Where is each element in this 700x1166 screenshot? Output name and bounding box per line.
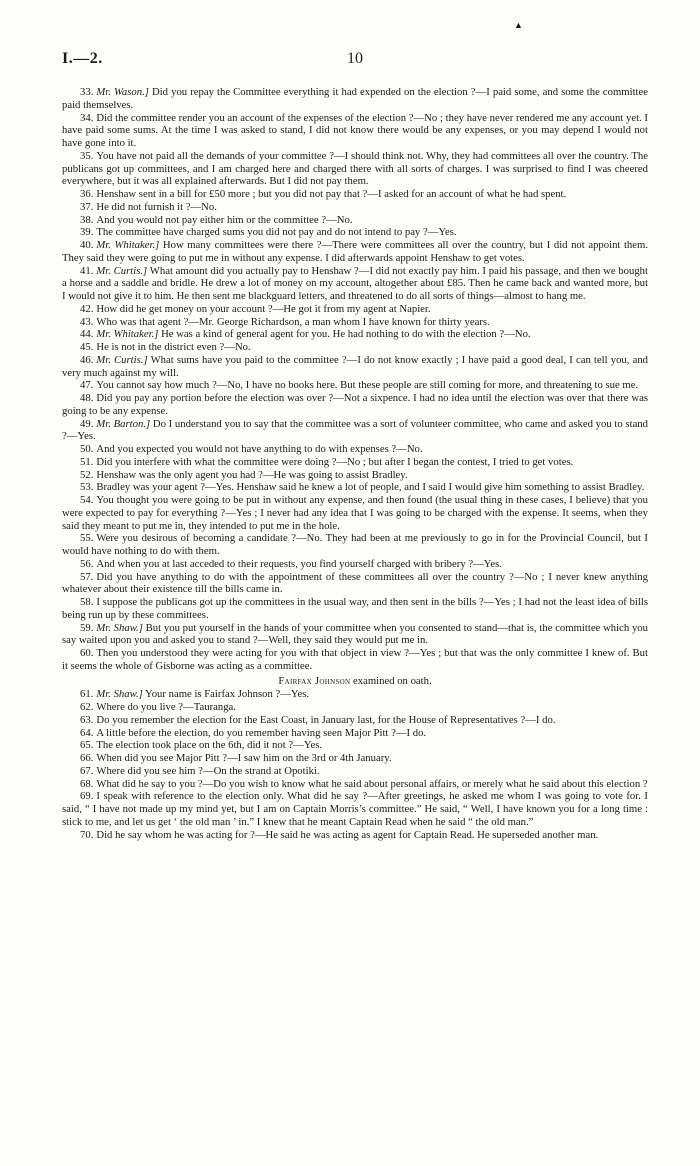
question-paragraph <box>62 688 648 701</box>
question-text: Do you remember the election for the East Coast, in January last, for the House of Representatives ?—I do. <box>96 713 556 726</box>
question-number: 37. <box>80 200 94 213</box>
question-paragraph <box>62 765 648 778</box>
question-number: 67. <box>80 764 94 777</box>
question-number: 53. <box>80 481 94 494</box>
question-number: 69. <box>80 790 94 803</box>
question-paragraph <box>62 829 648 842</box>
question-number: 57. <box>80 570 94 583</box>
question-number: 66. <box>80 752 94 764</box>
question-paragraph <box>62 790 648 828</box>
speaker-label: Mr. Whitaker.] <box>96 328 159 341</box>
speaker-label: Mr. Barton.] <box>96 417 151 430</box>
report-reference: I.—2. <box>62 50 103 67</box>
question-number: 38. <box>80 213 94 226</box>
question-paragraph <box>62 596 648 622</box>
question-text: You thought you were going to be put in without any expense, and then found (the usual thing in these cases, I believe) that you were expected to pay for everything ?—Yes ; I never had any idea that I was going to be charged with the expense. It seems, when they said they meant to put me in, they intended to put me in the hole. <box>62 494 648 532</box>
page-number: 10 <box>347 50 363 67</box>
question-number: 61. <box>80 688 94 701</box>
evidence-part-1 <box>62 86 648 673</box>
question-text: Who was that agent ?—Mr. George Richardson, a man whom I have known for thirty years. <box>96 315 490 328</box>
question-paragraph <box>62 752 648 765</box>
question-paragraph <box>62 622 648 648</box>
page-header <box>62 50 648 74</box>
question-text: I suppose the publicans got up the committees in the usual way, and then sent in the bills ?—Yes ; I had not the least idea of bills being run up by these committees. <box>62 596 648 621</box>
question-paragraph <box>62 112 648 150</box>
question-paragraph <box>62 150 648 188</box>
question-text: Then you understood they were acting for you with that object in view ?—Yes ; but that was the only committee I knew of. But it seems the whole of Gisborne was acting as a committee. <box>62 647 648 672</box>
question-text: He is not in the district even ?—No. <box>96 341 251 353</box>
question-number: 64. <box>80 726 94 739</box>
question-number: 70. <box>80 828 94 841</box>
question-paragraph <box>62 727 648 740</box>
question-number: 62. <box>80 701 94 713</box>
question-text: What sums have you paid to the committee ?—I do not know exactly ; I have paid a good deal, I can tell you, and very much against my will. <box>62 353 649 379</box>
question-number: 48. <box>80 392 94 404</box>
question-number: 65. <box>80 739 94 752</box>
question-paragraph <box>62 392 648 418</box>
question-text: A little before the election, do you remember having seen Major Pitt ?—I do. <box>96 726 427 739</box>
question-text: The election took place on the 6th, did it not ?—Yes. <box>96 739 323 752</box>
question-text: Where do you live ?—Tauranga. <box>96 701 236 713</box>
question-paragraph <box>62 239 648 265</box>
question-number: 43. <box>80 315 94 328</box>
question-number: 58. <box>80 596 94 608</box>
question-number: 55. <box>80 532 94 545</box>
question-number: 52. <box>80 468 94 481</box>
speaker-label: Mr. Shaw.] <box>96 621 143 634</box>
speaker-label: Mr. Whitaker.] <box>96 239 160 251</box>
question-number: 54. <box>80 494 94 506</box>
question-text: And you expected you would not have anything to do with expenses ?—No. <box>96 443 423 455</box>
question-paragraph <box>62 341 648 354</box>
question-text: I speak with reference to the election only. What did he say ?—After greetings, he asked me whom I was going to vote for. I said, “ I have not made up my mind yet, but I am on Captain Morris’s committee.” He said, “ Well, I have known you for a long time : stick to me, and let us get ‘ the old man ’ in.” I knew that he meant Captain Read when he said “ the old man.” <box>62 790 648 828</box>
question-text: And you would not pay either him or the committee ?—No. <box>96 213 353 226</box>
question-text: Did you pay any portion before the election was over ?—Not a sixpence. I had no idea until the election was over that there was going to be any expense. <box>62 392 648 417</box>
question-paragraph <box>62 265 648 303</box>
question-number: 41. <box>80 264 94 277</box>
document-body <box>62 86 648 841</box>
witness-name: Fairfax Johnson <box>278 674 351 687</box>
question-number: 60. <box>80 647 94 659</box>
section-heading <box>62 675 648 688</box>
question-number: 36. <box>80 188 94 200</box>
question-paragraph <box>62 456 648 469</box>
question-number: 45. <box>80 341 94 353</box>
speaker-label: Mr. Wason.] <box>96 86 149 98</box>
question-number: 39. <box>80 226 94 239</box>
question-number: 33. <box>80 86 94 98</box>
question-text: You have not paid all the demands of your committee ?—I should think not. Why, they had committees all over the country. The publicans got up committees, and I am charged here and charged there with all sorts of charges. I was surprised to find I was cheered everywhere, but it was all explained afterwards. But I did not pay them. <box>62 149 648 188</box>
question-paragraph <box>62 201 648 214</box>
question-text: Did he say whom he was acting for ?—He said he was acting as agent for Captain Read. He superseded another man. <box>96 828 599 841</box>
question-number: 34. <box>80 111 94 124</box>
speaker-label: Mr. Curtis.] <box>96 264 148 277</box>
question-number: 51. <box>80 455 94 468</box>
question-text: But you put yourself in the hands of your committee when you consented to stand—that is, the committee which you say waited upon you and asked you to stand ?—Well, they said they would put me in. <box>62 621 648 647</box>
question-paragraph <box>62 214 648 227</box>
question-text: Henshaw was the only agent you had ?—He was going to assist Bradley. <box>96 468 408 481</box>
ink-mark: ▲ <box>514 20 523 30</box>
question-number: 35. <box>80 149 94 162</box>
question-text: Did you repay the Committee everything it had expended on the election ?—I paid some, and some the committee paid themselves. <box>62 86 648 111</box>
question-text: Do I understand you to say that the committee was a sort of volunteer committee, who came and asked you to stand ?—Yes. <box>62 417 648 443</box>
question-paragraph <box>62 226 648 239</box>
question-text: What amount did you actually pay to Henshaw ?—I did not exactly pay him. I paid his passage, and then we bought a horse and a saddle and bridle. He drew a lot of money on my account, altogether about £85. Then he came back and wanted more, but I would not give it to him. He then sent me blackguard letters, and threatened to do all sorts of things—almost to hang me. <box>62 264 648 302</box>
question-text: When did you see Major Pitt ?—I saw him on the 3rd or 4th January. <box>96 752 392 764</box>
question-number: 50. <box>80 443 94 455</box>
question-text: How did he get money on your account ?—He got it from my agent at Napier. <box>96 302 431 315</box>
question-text: He was a kind of general agent for you. He had nothing to do with the election ?—No. <box>158 328 531 341</box>
question-text: How many committees were there ?—There were committees all over the country, but I did not appoint them. They said they were going to put me in without any expense. I did afterwards appoint Henshaw to get votes. <box>62 239 648 264</box>
question-number: 68. <box>80 777 94 790</box>
question-paragraph <box>62 778 648 791</box>
question-paragraph <box>62 532 648 558</box>
question-paragraph <box>62 647 648 673</box>
question-paragraph <box>62 379 648 392</box>
question-paragraph <box>62 328 648 341</box>
question-text: Did you have anything to do with the appointment of these committees all over the country ?—No ; I never knew anything whatever about their existence till the bills came in. <box>62 570 648 596</box>
speaker-label: Mr. Shaw.] <box>96 688 143 701</box>
question-paragraph <box>62 316 648 329</box>
question-text: Were you desirous of becoming a candidate ?—No. They had been at me previously to go in for the Provincial Council, but I would have nothing to do with them. <box>62 532 648 557</box>
question-text: And when you at last acceded to their requests, you find yourself charged with bribery ?—Yes. <box>96 557 502 570</box>
question-number: 49. <box>80 417 94 430</box>
question-number: 46. <box>80 353 94 366</box>
question-paragraph <box>62 354 648 380</box>
question-text: Where did you see him ?—On the strand at Opotiki. <box>96 764 320 777</box>
question-number: 40. <box>80 239 94 251</box>
question-text: He did not furnish it ?—No. <box>96 200 217 213</box>
heading-rest: examined on oath. <box>350 674 432 687</box>
question-paragraph <box>62 86 648 112</box>
question-paragraph <box>62 701 648 714</box>
question-number: 59. <box>80 621 94 634</box>
question-paragraph <box>62 571 648 597</box>
question-paragraph <box>62 188 648 201</box>
question-paragraph <box>62 739 648 752</box>
question-text: The committee have charged sums you did not pay and do not intend to pay ?—Yes. <box>96 226 457 239</box>
question-number: 44. <box>80 328 94 341</box>
question-text: Did the committee render you an account of the expenses of the election ?—No ; they have never rendered me any account yet. I have paid some sums. At the time I was asked to stand, I did not know there would be any expenses, or you may depend I would not have gone into it. <box>62 111 648 149</box>
question-paragraph <box>62 558 648 571</box>
question-text: Did you interfere with what the committee were doing ?—No ; but after I began the contest, I tried to get votes. <box>96 455 574 468</box>
question-number: 47. <box>80 379 94 392</box>
question-text: What did he say to you ?—Do you wish to know what he said about personal affairs, or merely what he said about this election ? <box>96 777 648 790</box>
question-paragraph <box>62 714 648 727</box>
question-number: 42. <box>80 302 94 315</box>
question-text: Bradley was your agent ?—Yes. Henshaw said he knew a lot of people, and I said I would give him something to assist Bradley. <box>96 481 645 494</box>
question-paragraph <box>62 303 648 316</box>
speaker-label: Mr. Curtis.] <box>96 353 148 366</box>
question-paragraph <box>62 494 648 532</box>
question-paragraph <box>62 481 648 494</box>
question-number: 63. <box>80 713 94 726</box>
question-paragraph <box>62 418 648 444</box>
question-text: Henshaw sent in a bill for £50 more ; but you did not pay that ?—I asked for an account of what he had spent. <box>96 188 567 200</box>
question-number: 56. <box>80 557 94 570</box>
question-text: You cannot say how much ?—No, I have no books here. But these people are still coming for more, and threatening to sue me. <box>96 379 639 392</box>
question-paragraph <box>62 443 648 456</box>
question-paragraph <box>62 469 648 482</box>
evidence-part-2 <box>62 688 648 841</box>
question-text: Your name is Fairfax Johnson ?—Yes. <box>142 688 310 701</box>
